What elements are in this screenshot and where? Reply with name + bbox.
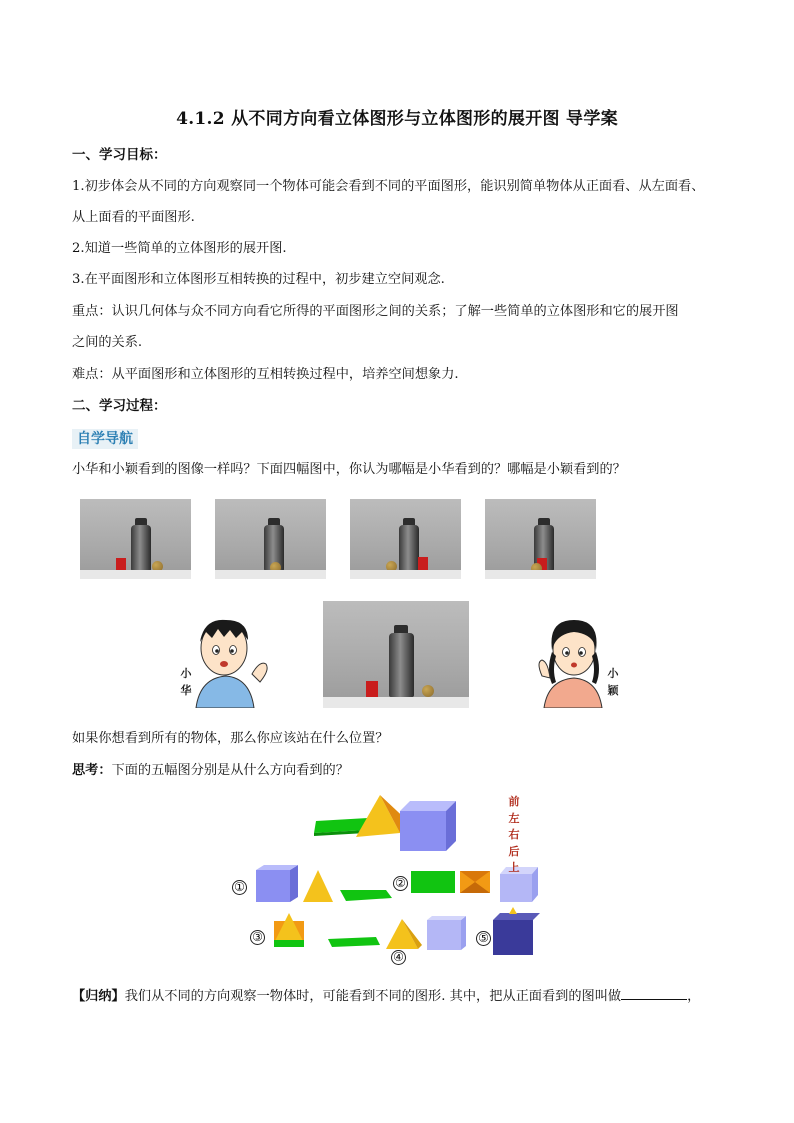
three-view-figure [228, 795, 540, 965]
view-4-slab [328, 937, 380, 947]
view-2-cube [500, 874, 532, 902]
direction-back: 后 [508, 844, 520, 858]
summary-end: ， [687, 989, 701, 1004]
direction-list [508, 794, 522, 877]
summary-label: 【归纳】 [72, 989, 125, 1004]
num-2: ② [393, 876, 408, 891]
page-title: 4.1.2 从不同方向看立体图形与立体图形的展开图 导学案 [176, 109, 618, 129]
thermos-photo-3 [350, 499, 461, 579]
direction-top: 上 [508, 861, 520, 874]
summary-text: 我们从不同的方向观察一物体时，可能看到不同的图形. 其中，把从正面看到的图叫做 [124, 989, 622, 1004]
self-study-badge: 自学导航 [72, 429, 138, 449]
view-1-slab [340, 890, 392, 901]
goal-2: 2.知道一些简单的立体图形的展开图. [72, 241, 287, 256]
num-4: ④ [391, 950, 406, 965]
goal-3: 3.在平面图形和立体图形互相转换的过程中，初步建立空间观念. [72, 272, 445, 287]
question-2: 如果你想看到所有的物体，那么你应该站在什么位置？ [72, 731, 389, 746]
goal-1-line-2: 从上面看的平面图形. [72, 210, 195, 225]
think-label: 思考： [72, 763, 112, 778]
summary-line [72, 985, 700, 1006]
difficulty: 难点：从平面图形和立体图形的互相转换过程中，培养空间想象力. [72, 367, 459, 382]
girl-name-label: 小颖 [607, 667, 619, 697]
view-1-square [256, 870, 290, 902]
view-5-square [493, 920, 533, 955]
direction-right: 右 [508, 828, 520, 841]
boy-name-label: 小华 [180, 667, 192, 697]
direction-left: 左 [508, 811, 520, 825]
question-1: 小华和小颖看到的图像一样吗？下面四幅图中，你认为哪幅是小华看到的？哪幅是小颖看到的？ [72, 462, 626, 477]
key-point-line-2: 之间的关系. [72, 335, 143, 350]
view-3-green-strip [274, 940, 304, 947]
num-5: ⑤ [476, 931, 491, 946]
think-text: 下面的五幅图分别是从什么方向看到的？ [111, 763, 349, 778]
thermos-photo-1 [80, 499, 191, 579]
section-heading-goals: 一、学习目标： [72, 147, 167, 163]
view-2-green-rect [411, 871, 455, 893]
num-3: ③ [250, 930, 265, 945]
think-line [72, 762, 349, 780]
direction-front: 前 [508, 795, 520, 808]
thermos-photo-4 [485, 499, 596, 579]
thermos-photo-2 [215, 499, 326, 579]
view-1-triangle [303, 870, 333, 902]
goal-1-line-1: 1.初步体会从不同的方向观察同一个物体可能会看到不同的平面图形，能识别简单物体从正面看、从左面看、 [72, 179, 705, 194]
thermos-photo-center [323, 601, 469, 708]
key-point-line-1: 重点：认识几何体与众不同方向看它所得的平面图形之间的关系；了解一些简单的立体图形和它的展开图 [72, 304, 679, 319]
answer-blank[interactable] [621, 985, 687, 1000]
view-4-cube [427, 920, 461, 950]
num-1: ① [232, 880, 247, 895]
section-heading-process: 二、学习过程： [72, 398, 167, 414]
